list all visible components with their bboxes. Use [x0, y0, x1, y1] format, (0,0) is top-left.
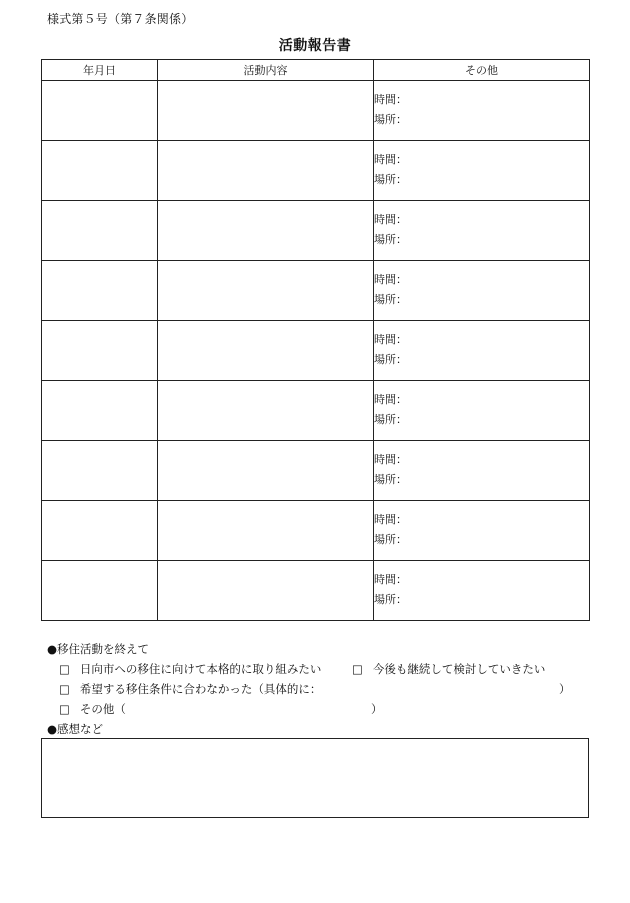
time-label: 時間：: [374, 273, 407, 286]
close-paren: ）: [371, 702, 383, 716]
activity-cell[interactable]: [158, 321, 374, 381]
activity-cell[interactable]: [158, 261, 374, 321]
time-label: 時間：: [374, 333, 407, 346]
place-label: 場所：: [374, 353, 407, 366]
place-label: 場所：: [374, 413, 407, 426]
table-row: [42, 381, 590, 441]
other-cell[interactable]: [374, 501, 590, 561]
other-cell[interactable]: [374, 381, 590, 441]
place-label: 場所：: [374, 533, 407, 546]
date-cell[interactable]: [42, 81, 158, 141]
column-header-date: 年月日: [42, 60, 158, 81]
column-header-other: その他: [374, 60, 590, 81]
activity-cell[interactable]: [158, 141, 374, 201]
table-row: [42, 441, 590, 501]
checkbox-icon[interactable]: □: [59, 682, 70, 696]
place-label: 場所：: [374, 293, 407, 306]
activity-cell[interactable]: [158, 441, 374, 501]
date-cell[interactable]: [42, 321, 158, 381]
option-other[interactable]: [59, 701, 126, 717]
activity-cell[interactable]: [158, 381, 374, 441]
close-paren: ）: [559, 682, 571, 696]
option-serious-relocation[interactable]: [59, 661, 321, 677]
date-cell[interactable]: [42, 141, 158, 201]
option-continue-considering[interactable]: [352, 661, 545, 677]
date-cell[interactable]: [42, 381, 158, 441]
other-cell[interactable]: [374, 141, 590, 201]
place-label: 場所：: [374, 173, 407, 186]
other-cell[interactable]: [374, 81, 590, 141]
page-title: 活動報告書: [278, 38, 352, 54]
place-label: 場所：: [374, 593, 407, 606]
other-cell[interactable]: [374, 561, 590, 621]
place-label: 場所：: [374, 113, 407, 126]
checkbox-icon[interactable]: □: [59, 702, 70, 716]
time-label: 時間：: [374, 213, 407, 226]
time-label: 時間：: [374, 93, 407, 106]
activity-cell[interactable]: [158, 501, 374, 561]
date-cell[interactable]: [42, 561, 158, 621]
table-row: [42, 81, 590, 141]
table-row: [42, 501, 590, 561]
table-row: [42, 201, 590, 261]
date-cell[interactable]: [42, 201, 158, 261]
option-conditions-not-met[interactable]: [59, 681, 321, 697]
option-label: 日向市への移住に向けて本格的に取り組みたい: [79, 662, 322, 676]
time-label: 時間：: [374, 513, 407, 526]
time-label: 時間：: [374, 573, 407, 586]
section-heading-impressions: ●感想など: [47, 722, 104, 736]
table-row: [42, 321, 590, 381]
place-label: 場所：: [374, 473, 407, 486]
activity-table: [41, 59, 590, 621]
time-label: 時間：: [374, 153, 407, 166]
activity-cell[interactable]: [158, 201, 374, 261]
other-cell[interactable]: [374, 201, 590, 261]
form-number: 様式第５号（第７条関係）: [47, 12, 194, 26]
date-cell[interactable]: [42, 441, 158, 501]
time-label: 時間：: [374, 393, 407, 406]
impressions-box[interactable]: [41, 738, 589, 818]
date-cell[interactable]: [42, 261, 158, 321]
time-label: 時間：: [374, 453, 407, 466]
option-label: その他（: [79, 702, 126, 716]
other-cell[interactable]: [374, 261, 590, 321]
table-row: [42, 141, 590, 201]
other-cell[interactable]: [374, 321, 590, 381]
checkbox-icon[interactable]: □: [352, 662, 363, 676]
option-label: 希望する移住条件に合わなかった（具体的に：: [79, 682, 322, 696]
table-row: [42, 261, 590, 321]
date-cell[interactable]: [42, 501, 158, 561]
table-header-row: [42, 60, 590, 81]
checkbox-icon[interactable]: □: [59, 662, 70, 676]
option-label: 今後も継続して検討していきたい: [372, 662, 546, 676]
place-label: 場所：: [374, 233, 407, 246]
column-header-activity: 活動内容: [158, 60, 374, 81]
section-heading-after-activity: ●移住活動を終えて: [47, 642, 150, 656]
activity-cell[interactable]: [158, 81, 374, 141]
activity-cell[interactable]: [158, 561, 374, 621]
table-row: [42, 561, 590, 621]
other-cell[interactable]: [374, 441, 590, 501]
